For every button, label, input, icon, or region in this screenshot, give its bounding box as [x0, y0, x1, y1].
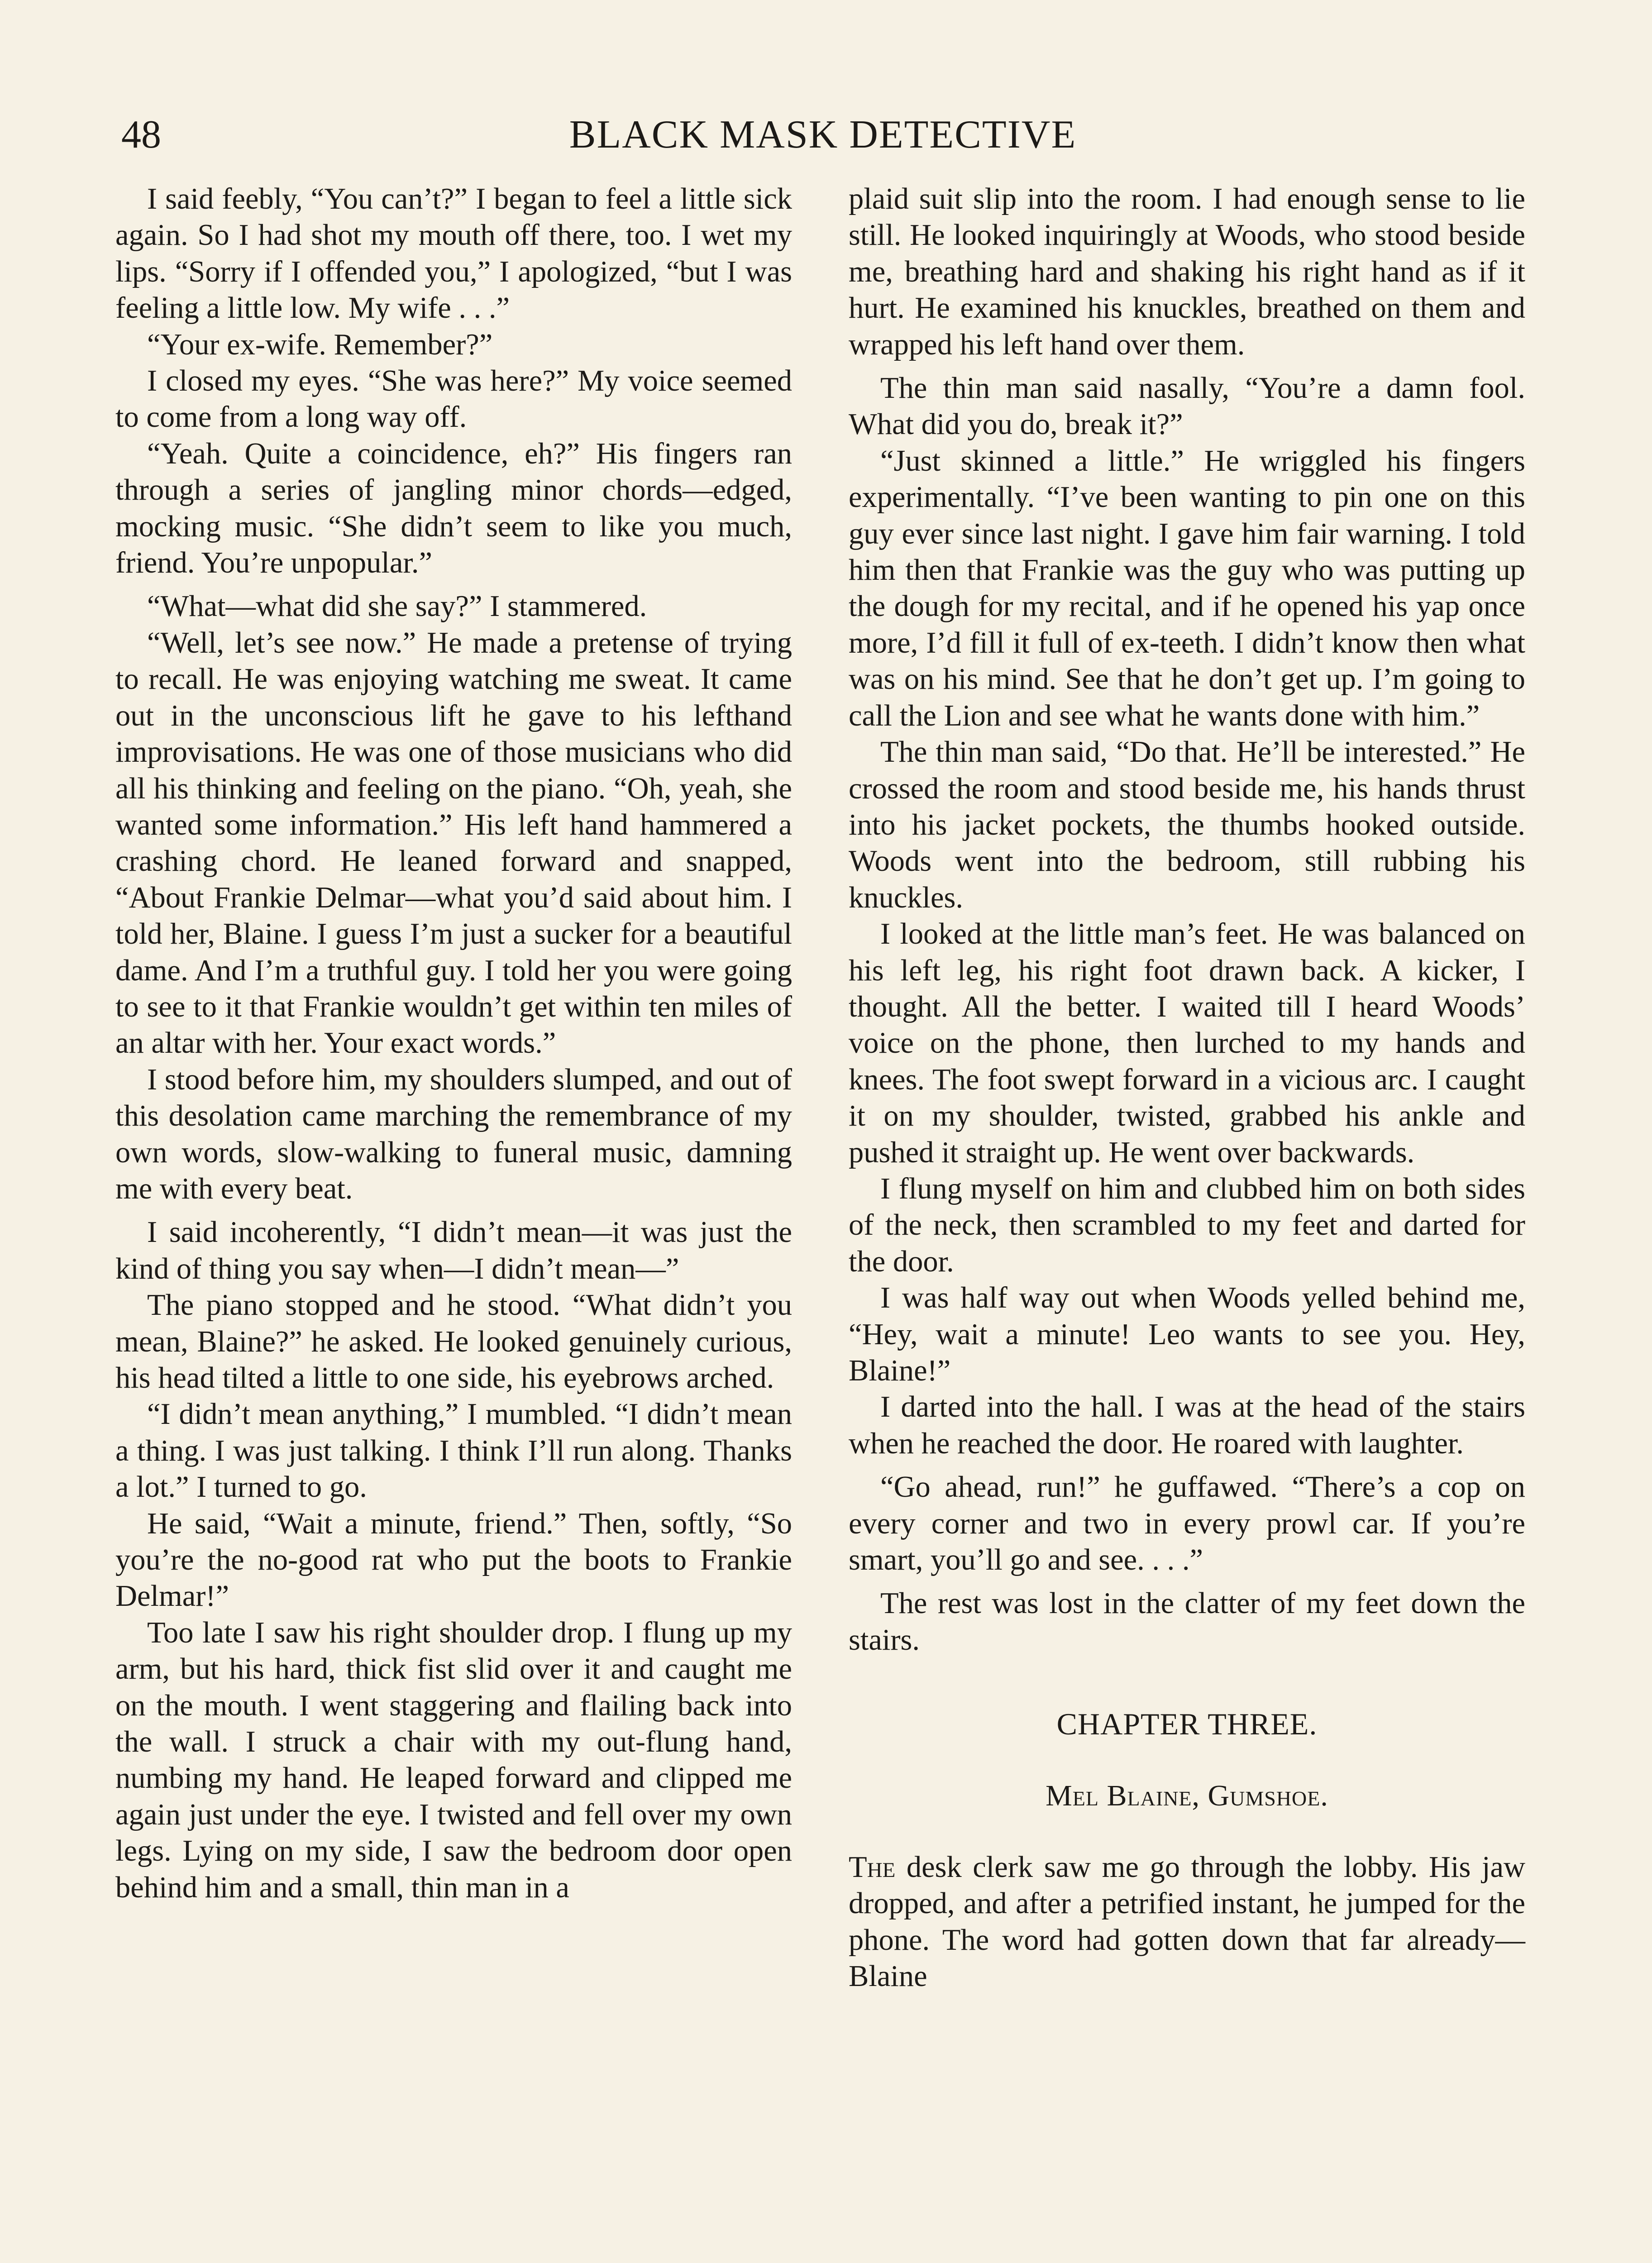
paragraph: I stood before him, my shoulders slumped, and out of this desolation came marching the remembrance of my own words, slow-walking to funeral music, damning me with every beat.	[115, 1063, 792, 1205]
paragraph: The thin man said nasally, “You’re a damn fool. What did you do, break it?”	[849, 372, 1525, 441]
paragraph: “Just skinned a little.” He wriggled his fingers experimentally. “I’ve been wanting to pin one on this guy ever since last night. I gave him fair warning. I told him then that Frankie was the guy who was putting up the dough for my recital, and if he opened his yap once more, I’d fill it full of ex-teeth. I didn’t know then what was on his mind. See that he don’t get up. I’m going to call the Lion and see what he wants done with him.”	[849, 444, 1525, 732]
paragraph: The rest was lost in the clatter of my feet down the stairs.	[849, 1587, 1525, 1657]
paragraph: I flung myself on him and clubbed him on both sides of the neck, then scrambled to my feet and darted for the door.	[849, 1172, 1525, 1278]
paragraph: The thin man said, “Do that. He’ll be interested.” He crossed the room and stood beside me, his hands thrust into his jacket pockets, the thumbs hooked outside. Woods went into the bedroom, still rubbing his knuckles.	[849, 735, 1525, 914]
paragraph: “I didn’t mean anything,” I mumbled. “I didn’t mean a thing. I was just talking. I think I’ll run along. Thanks a lot.” I turned to go.	[115, 1398, 792, 1504]
paragraph: I said incoherently, “I didn’t mean—it was just the kind of thing you say when—I didn’t mean—”	[115, 1216, 792, 1285]
paragraph: Too late I saw his right shoulder drop. I flung up my arm, but his hard, thick fist slid over it and caught me on the mouth. I went staggering and flailing back into the wall. I struck a chair with my out-flung hand, numbing my hand. He leaped forward and clipped me again just under the eye. I twisted and fell over my own legs. Lying on my side, I saw the bedroom door open behind him and a small, thin man in a	[115, 1616, 792, 1904]
paragraph: The piano stopped and he stood. “What didn’t you mean, Blaine?” he asked. He looked genuinely curious, his head tilted a little to one side, his eyebrows arched.	[115, 1289, 792, 1394]
page-number: 48	[121, 113, 161, 157]
left-column	[115, 181, 792, 1906]
paragraph: I said feebly, “You can’t?” I began to feel a little sick again. So I had shot my mouth off there, too. I wet my lips. “Sorry if I offended you,” I apologized, “but I was feeling a little low. My wife . . .”	[115, 182, 792, 325]
running-head: BLACK MASK DETECTIVE	[569, 113, 1077, 157]
page-header	[121, 103, 1524, 167]
paragraph: “What—what did she say?” I stammered.	[147, 590, 647, 623]
chapter-opening-paragraph	[849, 1849, 1525, 1995]
right-column	[849, 181, 1525, 1995]
opening-paragraph-text: desk clerk saw me go through the lobby. His jaw dropped, and after a petrified instant, he jumped for the phone. The word had gotten down that far already—Blaine	[849, 1851, 1525, 1993]
paragraph: “Well, let’s see now.” He made a pretense of trying to recall. He was enjoying watching me sweat. It came out in the unconscious lift he gave to his lefthand improvisations. He was one of those musicians who did all his thinking and feeling on the piano. “Oh, yeah, she wanted some information.” His left hand hammered a crashing chord. He leaned forward and snapped, “About Frankie Delmar—what you’d said about him. I told her, Blaine. I guess I’m just a sucker for a beautiful dame. And I’m a truthful guy. I told her you were going to see to it that Frankie wouldn’t get within ten miles of an altar with her. Your exact words.”	[115, 626, 792, 1060]
paragraph: I closed my eyes. “She was here?” My voice seemed to come from a long way off.	[115, 364, 792, 434]
paragraph: I was half way out when Woods yelled behind me, “Hey, wait a minute! Leo wants to see you. Hey, Blaine!”	[849, 1281, 1525, 1387]
chapter-title: CHAPTER THREE.	[1056, 1707, 1318, 1742]
paragraph: He said, “Wait a minute, friend.” Then, softly, “So you’re the no-good rat who put the boots to Frankie Delmar!”	[115, 1507, 792, 1613]
paragraph: “Go ahead, run!” he guffawed. “There’s a cop on every corner and two in every prowl car. If you’re smart, you’ll go and see. . . .”	[849, 1470, 1525, 1577]
paragraph: “Yeah. Quite a coincidence, eh?” His fingers ran through a series of jangling minor chords—edged, mocking music. “She didn’t seem to like you much, friend. You’re unpopular.”	[115, 437, 792, 580]
chapter-subtitle: Mel Blaine, Gumshoe.	[1046, 1779, 1328, 1812]
opening-word: The	[849, 1851, 896, 1884]
paragraph: “Your ex-wife. Remember?”	[147, 328, 493, 361]
paragraph: I looked at the little man’s feet. He was balanced on his left leg, his right foot drawn back. A kicker, I thought. All the better. I waited till I heard Woods’ voice on the phone, then lurched to my hands and knees. The foot swept forward in a vicious arc. I caught it on my shoulder, twisted, grabbed his ankle and pushed it straight up. He went over backwards.	[849, 917, 1525, 1169]
paragraph: I darted into the hall. I was at the head of the stairs when he reached the door. He roared with laughter.	[849, 1390, 1525, 1460]
paragraph: plaid suit slip into the room. I had enough sense to lie still. He looked inquiringly at Woods, who stood beside me, breathing hard and shaking his right hand as if it hurt. He examined his knuckles, breathed on them and wrapped his left hand over them.	[849, 182, 1525, 361]
